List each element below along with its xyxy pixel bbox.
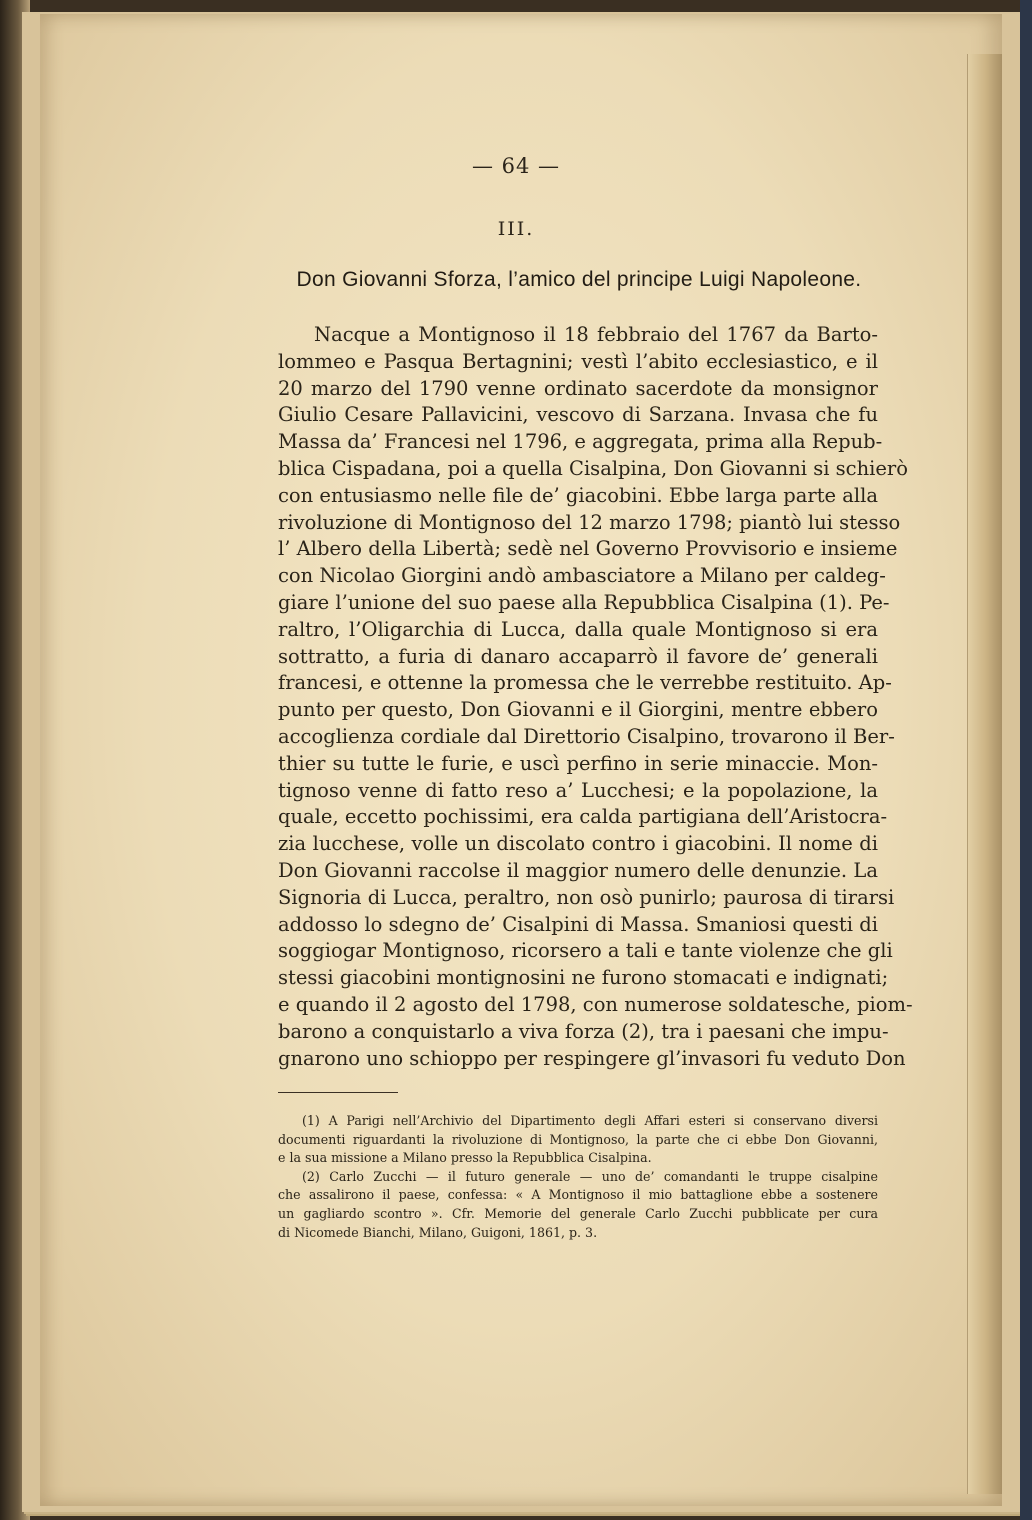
footnote-line: (2) Carlo Zucchi — il futuro generale — uno de’ comandanti le truppe cisalpine	[302, 1168, 878, 1184]
body-line: Nacque a Montignoso il 18 febbraio del 1767 da Barto-	[314, 323, 878, 346]
body-line: con entusiasmo nelle file de’ giacobini. Ebbe larga parte alla	[278, 483, 879, 507]
body-line: stessi giacobini montignosini ne furono stomacati e indignati;	[278, 966, 889, 990]
footnote-line: di Nicomede Bianchi, Milano, Guigoni, 1861, p. 3.	[278, 1224, 598, 1240]
body-line: Massa da’ Francesi nel 1796, e aggregata, prima alla Repub-	[278, 430, 883, 454]
body-line: 20 marzo del 1790 venne ordinato sacerdote da monsignor	[278, 376, 878, 400]
body-line: Don Giovanni raccolse il maggior numero delle denunzie. La	[278, 858, 878, 882]
body-line: giare l’unione del suo paese alla Repubblica Cisalpina (1). Pe-	[278, 590, 890, 614]
body-line: thier su tutte le furie, e uscì perfino in serie minaccie. Mon-	[278, 751, 878, 775]
footnote-line: documenti riguardanti la rivoluzione di Montignoso, la parte che ci ebbe Don Giovanni,	[278, 1131, 878, 1147]
body-line: blica Cispadana, poi a quella Cisalpina, Don Giovanni si schierò	[278, 456, 908, 480]
body-line: francesi, e ottenne la promessa che le verrebbe restituito. Ap-	[278, 671, 892, 695]
body-line: Signoria di Lucca, peraltro, non osò punirlo; paurosa di tirarsi	[278, 885, 895, 909]
footnote-line: che assalirono il paese, confessa: « A Montignoso il mio battaglione ebbe a sostenere	[278, 1187, 878, 1203]
body-line: Giulio Cesare Pallavicini, vescovo di Sarzana. Invasa che fu	[278, 403, 878, 427]
body-line: accoglienza cordiale dal Direttorio Cisalpino, trovarono il Ber-	[278, 724, 895, 748]
body-line: soggiogar Montignoso, ricorsero a tali e tante violenze che gli	[278, 939, 893, 963]
page-number: — 64 —	[471, 154, 561, 178]
body-text	[278, 322, 913, 1072]
body-line: l’ Albero della Libertà; sedè nel Governo Provvisorio e insieme	[278, 537, 898, 561]
body-line: zia lucchese, volle un discolato contro i giacobini. Il nome di	[278, 832, 878, 856]
body-line: punto per questo, Don Giovanni e il Giorgini, mentre ebbero	[278, 698, 878, 722]
body-line: sottratto, a furia di danaro accaparrò il favore de’ generali	[278, 644, 878, 668]
body-line: tignoso venne di fatto reso a’ Lucchesi; e la popolazione, la	[278, 778, 878, 802]
body-line: rivoluzione di Montignoso del 12 marzo 1798; piantò lui stesso	[278, 510, 901, 534]
body-line: addosso lo sdegno de’ Cisalpini di Massa. Smaniosi questi di	[278, 912, 878, 936]
footnote-divider	[278, 1092, 398, 1093]
body-line: con Nicolao Giorgini andò ambasciatore a Milano per caldeg-	[278, 564, 886, 588]
body-line: lommeo e Pasqua Bertagnini; vestì l’abito ecclesiastico, e il	[278, 349, 878, 373]
body-line: e quando il 2 agosto del 1798, con numerose soldatesche, piom-	[278, 992, 913, 1016]
body-line: quale, eccetto pochissimi, era calda partigiana dell’Aristocra-	[278, 805, 888, 829]
facing-page-edge	[967, 54, 1002, 1494]
body-line: gnarono uno schioppo per respingere gl’invasori fu veduto Don	[278, 1046, 906, 1070]
footnotes	[278, 1112, 878, 1242]
footnote-line: (1) A Parigi nell’Archivio del Dipartimento degli Affari esteri si conservano diversi	[302, 1113, 878, 1128]
footnote-line: un gagliardo scontro ». Cfr. Memorie del generale Carlo Zucchi pubblicate per cura	[278, 1205, 878, 1221]
body-line: barono a conquistarlo a viva forza (2), tra i paesani che impu-	[278, 1019, 889, 1043]
body-line: raltro, l’Oligarchia di Lucca, dalla quale Montignoso si era	[278, 617, 878, 641]
section-number: III.	[497, 218, 535, 240]
section-title: Don Giovanni Sforza, l’amico del principe Luigi Napoleone.	[296, 268, 862, 291]
footnote-line: e la sua missione a Milano presso la Repubblica Cisalpina.	[278, 1150, 652, 1166]
